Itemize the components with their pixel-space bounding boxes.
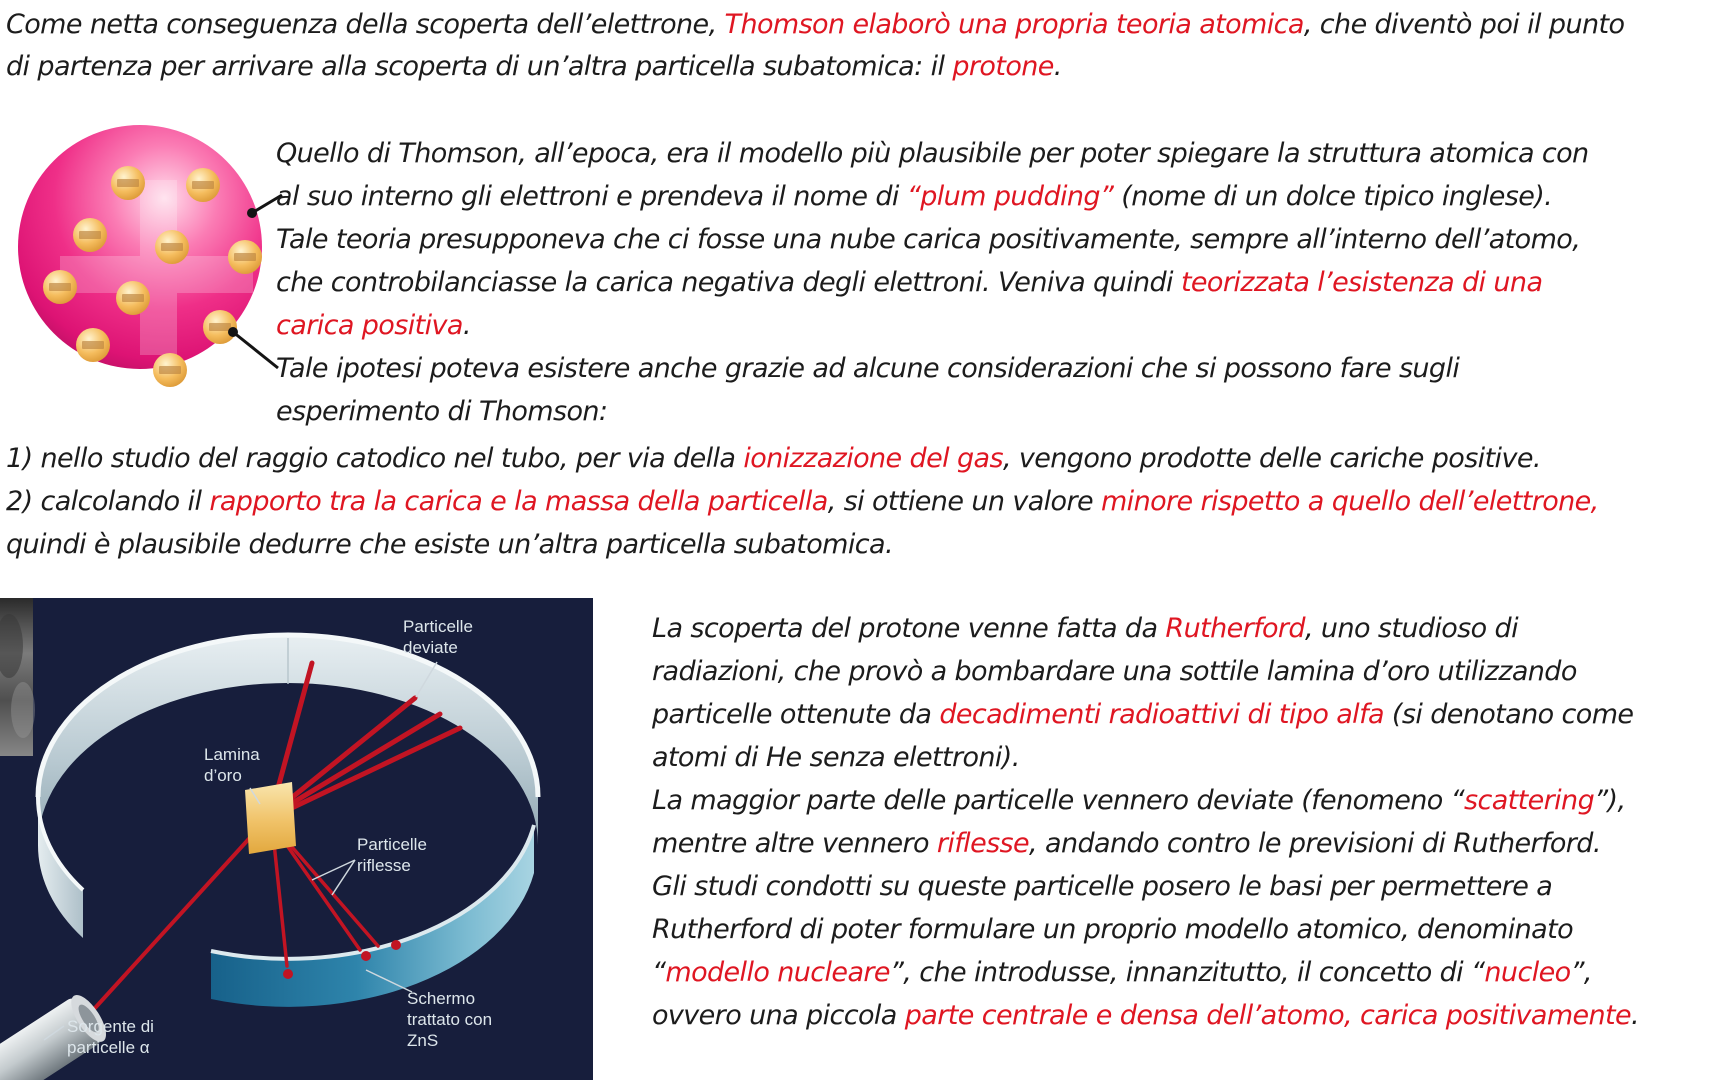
electron: [43, 270, 77, 304]
electron: [116, 281, 150, 315]
intro-paragraph: Come netta conseguenza della scoperta dell’elettrone, Thomson elaborò una propria teoria atomica, che diventò poi il punto di partenza per arrivare alla scoperta di un’altra particella subatomica: il protone.: [6, 9, 1625, 82]
rutherford-diagram: [0, 598, 593, 1080]
label-particelle-deviate: Particelle deviate: [403, 617, 473, 657]
electron: [111, 166, 145, 200]
label-schermo-zns: Schermo trattato con ZnS: [407, 989, 493, 1050]
electron: [203, 310, 237, 344]
portrait-photo-fragment: [0, 598, 35, 756]
electron: [228, 240, 262, 274]
rutherford-experiment-figure: [0, 598, 593, 1080]
plum-pudding-model-image: [8, 110, 300, 402]
electron: [186, 168, 220, 202]
electron: [76, 328, 110, 362]
label-sorgente-alfa: Sorgente di particelle α: [67, 1017, 154, 1057]
thomson-paragraph: Quello di Thomson, all’epoca, era il modello più plausibile per poter spiegare la struttura atomica con al suo interno gli elettroni e prendeva il nome di “plum pudding” (nome di un dolce tipico inglese). Tale teoria presupponeva che ci fosse una nube carica positivamente, sempre all’interno dell’atomo, che controbilanciasse la carica negativa degli elettroni. Veniva quindi teorizzata l’esistenza di una carica positiva. Tale ipotesi poteva esistere anche grazie ad alcune considerazioni che si possono fare sugli esperimento di Thomson:: [276, 138, 1589, 427]
electron: [73, 218, 107, 252]
rutherford-paragraph: La scoperta del protone venne fatta da Rutherford, uno studioso di radiazioni, che provò a bombardare una sottile lamina d’oro utilizzando particelle ottenute da decadimenti radioattivi di tipo alfa (si denotano come atomi di He senza elettroni). La maggior parte delle particelle vennero deviate (fenomeno “scattering”), mentre altre vennero riflesse, andando contro le previsioni di Rutherford. Gli studi condotti su queste particelle posero le basi per permettere a Rutherford di poter formulare un proprio modello atomico, denominato “modello nucleare”, che introdusse, innanzitutto, il concetto di “nucleo”, ovvero una piccola parte centrale e densa dell’atomo, carica positivamente.: [652, 613, 1640, 1031]
list-item: 2) calcolando il rapporto tra la carica e la massa della particella, si ottiene un valore minore rispetto a quello dell’elettrone, quindi è plausibile dedurre che esiste un’altra particella subatomica.: [6, 486, 1599, 560]
considerations-list: [6, 437, 1599, 566]
label-particelle-riflesse: Particelle riflesse: [357, 835, 427, 875]
list-item: 1) nello studio del raggio catodico nel tubo, per via della ionizzazione del gas, vengono prodotte delle cariche positive.: [6, 443, 1541, 474]
electron: [155, 230, 189, 264]
label-lamina-doro: Lamina d’oro: [204, 745, 260, 785]
electron: [153, 353, 187, 387]
